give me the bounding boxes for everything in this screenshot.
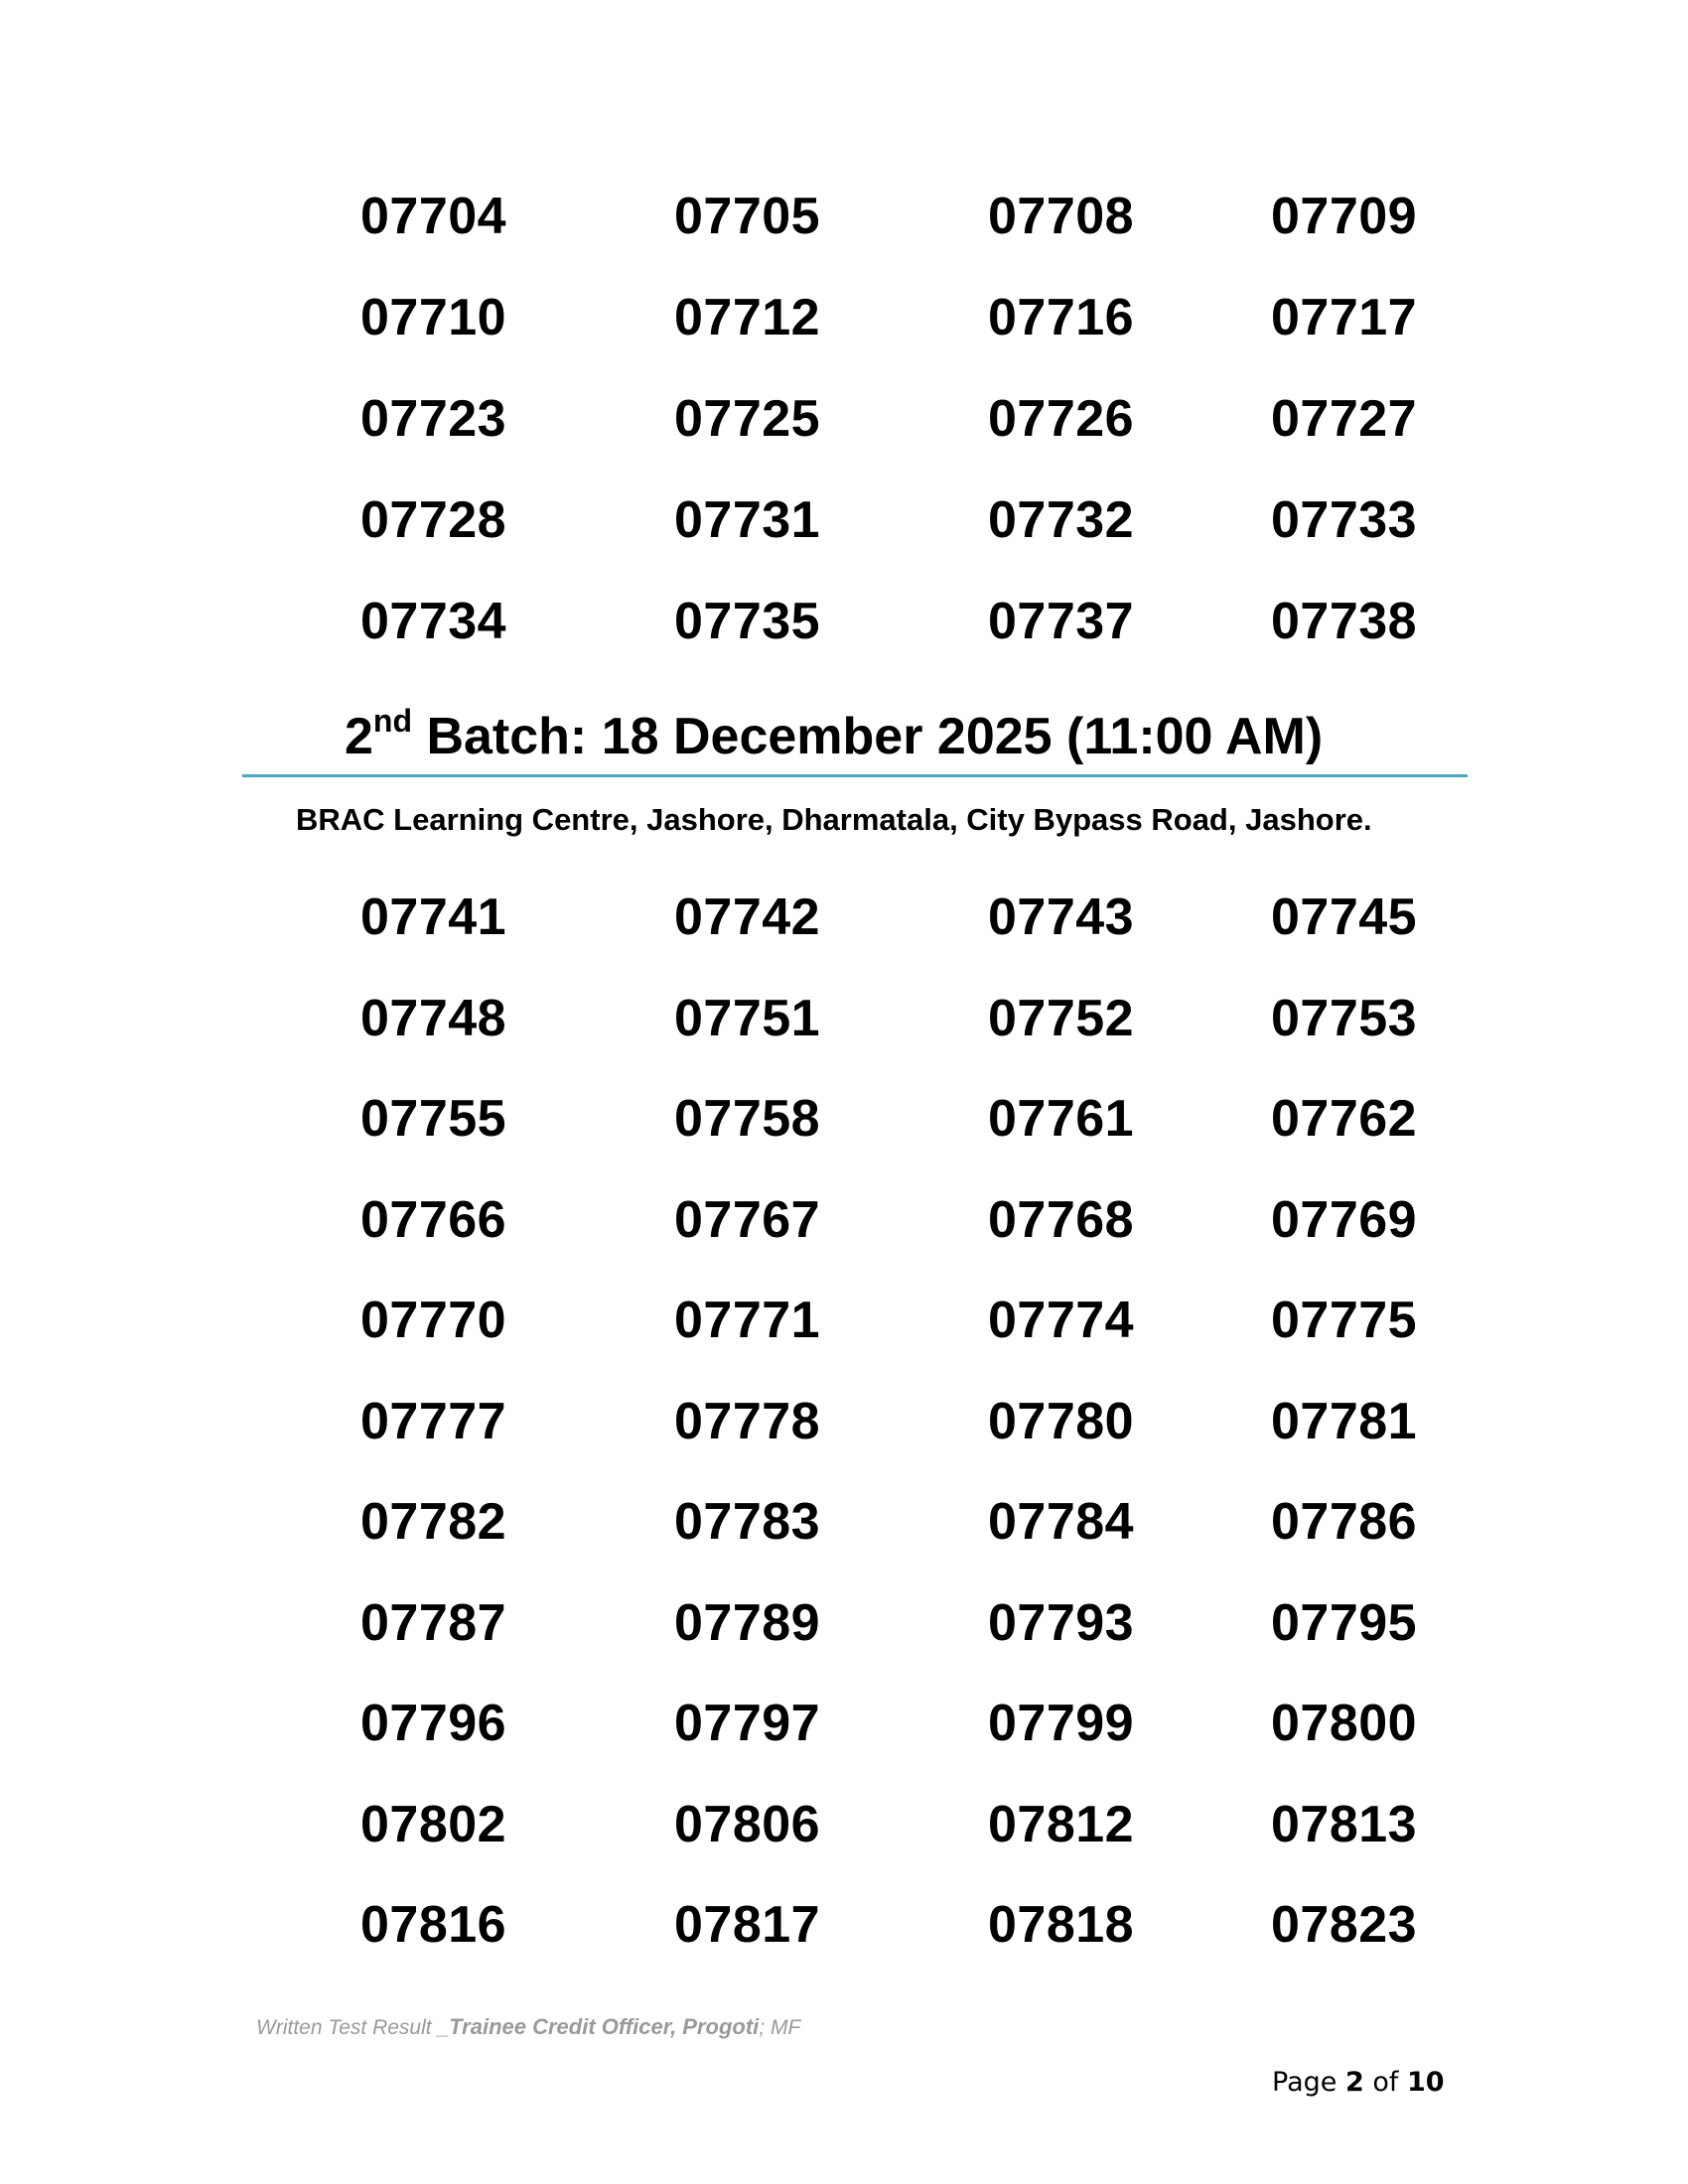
batch-heading	[345, 703, 1324, 766]
roll-number: 07769	[1271, 1190, 1418, 1249]
roll-number: 07806	[674, 1795, 821, 1853]
roll-number: 07797	[674, 1695, 821, 1752]
roll-number: 07796	[360, 1695, 507, 1752]
roll-number: 07799	[988, 1695, 1135, 1752]
roll-number: 07762	[1271, 1090, 1418, 1148]
roll-number: 07795	[1271, 1593, 1418, 1652]
page-total: 10	[1406, 2067, 1445, 2098]
roll-number: 07738	[1271, 593, 1418, 650]
roll-number: 07725	[674, 390, 821, 448]
roll-number: 07817	[674, 1896, 821, 1954]
roll-number: 07813	[1271, 1795, 1418, 1853]
number-row	[0, 389, 1688, 490]
roll-number: 07716	[988, 289, 1135, 346]
roll-number: 07753	[1271, 989, 1418, 1047]
batch-ordinal-number: 2	[345, 708, 373, 765]
footer-suffix: ; MF	[759, 2016, 801, 2039]
page-current: 2	[1344, 2067, 1364, 2098]
number-row	[0, 1291, 1688, 1392]
roll-number: 07781	[1271, 1392, 1418, 1450]
number-row	[0, 1895, 1688, 1996]
roll-number: 07710	[360, 289, 507, 346]
roll-number: 07812	[988, 1795, 1135, 1853]
roll-number: 07705	[674, 188, 821, 245]
roll-number: 07778	[674, 1392, 821, 1450]
number-row	[0, 887, 1688, 989]
number-row	[0, 1694, 1688, 1795]
roll-number: 07774	[988, 1292, 1135, 1349]
roll-number: 07758	[674, 1090, 821, 1148]
number-row	[0, 592, 1688, 693]
number-row	[0, 1795, 1688, 1896]
roll-number: 07751	[674, 989, 821, 1047]
roll-number: 07704	[360, 188, 507, 245]
batch-ordinal-suffix: nd	[372, 703, 413, 739]
number-row	[0, 1593, 1688, 1695]
roll-number: 07800	[1271, 1695, 1418, 1752]
roll-number: 07712	[674, 289, 821, 346]
roll-number: 07818	[988, 1896, 1135, 1954]
roll-number: 07768	[988, 1190, 1135, 1249]
roll-number: 07771	[674, 1292, 821, 1349]
roll-number: 07789	[674, 1593, 821, 1652]
roll-number: 07734	[360, 593, 507, 650]
number-row	[0, 187, 1688, 288]
roll-number: 07782	[360, 1493, 507, 1551]
page-label: Page	[1272, 2067, 1345, 2098]
roll-number: 07802	[360, 1795, 507, 1853]
roll-number: 07780	[988, 1392, 1135, 1450]
roll-number: 07733	[1271, 491, 1418, 549]
footer-note	[256, 2014, 800, 2041]
batch-heading-text: Batch: 18 December 2025 (11:00 AM)	[412, 708, 1324, 765]
roll-number: 07786	[1271, 1493, 1418, 1551]
roll-number: 07787	[360, 1593, 507, 1652]
roll-number: 07708	[988, 188, 1135, 245]
number-row	[0, 288, 1688, 389]
roll-number: 07741	[360, 888, 507, 946]
roll-number: 07727	[1271, 390, 1418, 448]
roll-number-grid-batch-2	[0, 887, 1688, 1996]
roll-number-grid-batch-1	[0, 187, 1688, 693]
roll-number: 07717	[1271, 289, 1418, 346]
number-row	[0, 490, 1688, 592]
footer-title: Trainee Credit Officer, Progoti	[449, 2014, 760, 2039]
roll-number: 07748	[360, 989, 507, 1047]
roll-number: 07752	[988, 989, 1135, 1047]
roll-number: 07777	[360, 1392, 507, 1450]
roll-number: 07728	[360, 491, 507, 549]
roll-number: 07742	[674, 888, 821, 946]
number-row	[0, 1492, 1688, 1593]
roll-number: 07709	[1271, 188, 1418, 245]
roll-number: 07784	[988, 1493, 1135, 1551]
page-of-label: of	[1363, 2067, 1407, 2098]
roll-number: 07735	[674, 593, 821, 650]
roll-number: 07816	[360, 1896, 507, 1954]
heading-divider	[242, 774, 1468, 777]
number-row	[0, 1089, 1688, 1190]
roll-number: 07732	[988, 491, 1135, 549]
roll-number: 07723	[360, 390, 507, 448]
roll-number: 07766	[360, 1190, 507, 1249]
roll-number: 07783	[674, 1493, 821, 1551]
roll-number: 07767	[674, 1190, 821, 1249]
number-row	[0, 989, 1688, 1090]
roll-number: 07737	[988, 593, 1135, 650]
roll-number: 07755	[360, 1090, 507, 1148]
roll-number: 07770	[360, 1292, 507, 1349]
roll-number: 07793	[988, 1593, 1135, 1652]
number-row	[0, 1190, 1688, 1292]
roll-number: 07745	[1271, 888, 1418, 946]
roll-number: 07775	[1271, 1292, 1418, 1349]
page-number	[1272, 2067, 1445, 2099]
roll-number: 07823	[1271, 1896, 1418, 1954]
roll-number: 07731	[674, 491, 821, 549]
venue-address: BRAC Learning Centre, Jashore, Dharmatala, City Bypass Road, Jashore.	[296, 802, 1372, 837]
roll-number: 07761	[988, 1090, 1135, 1148]
roll-number: 07743	[988, 888, 1135, 946]
roll-number: 07726	[988, 390, 1135, 448]
number-row	[0, 1392, 1688, 1493]
footer-prefix: Written Test Result _	[256, 2016, 450, 2039]
